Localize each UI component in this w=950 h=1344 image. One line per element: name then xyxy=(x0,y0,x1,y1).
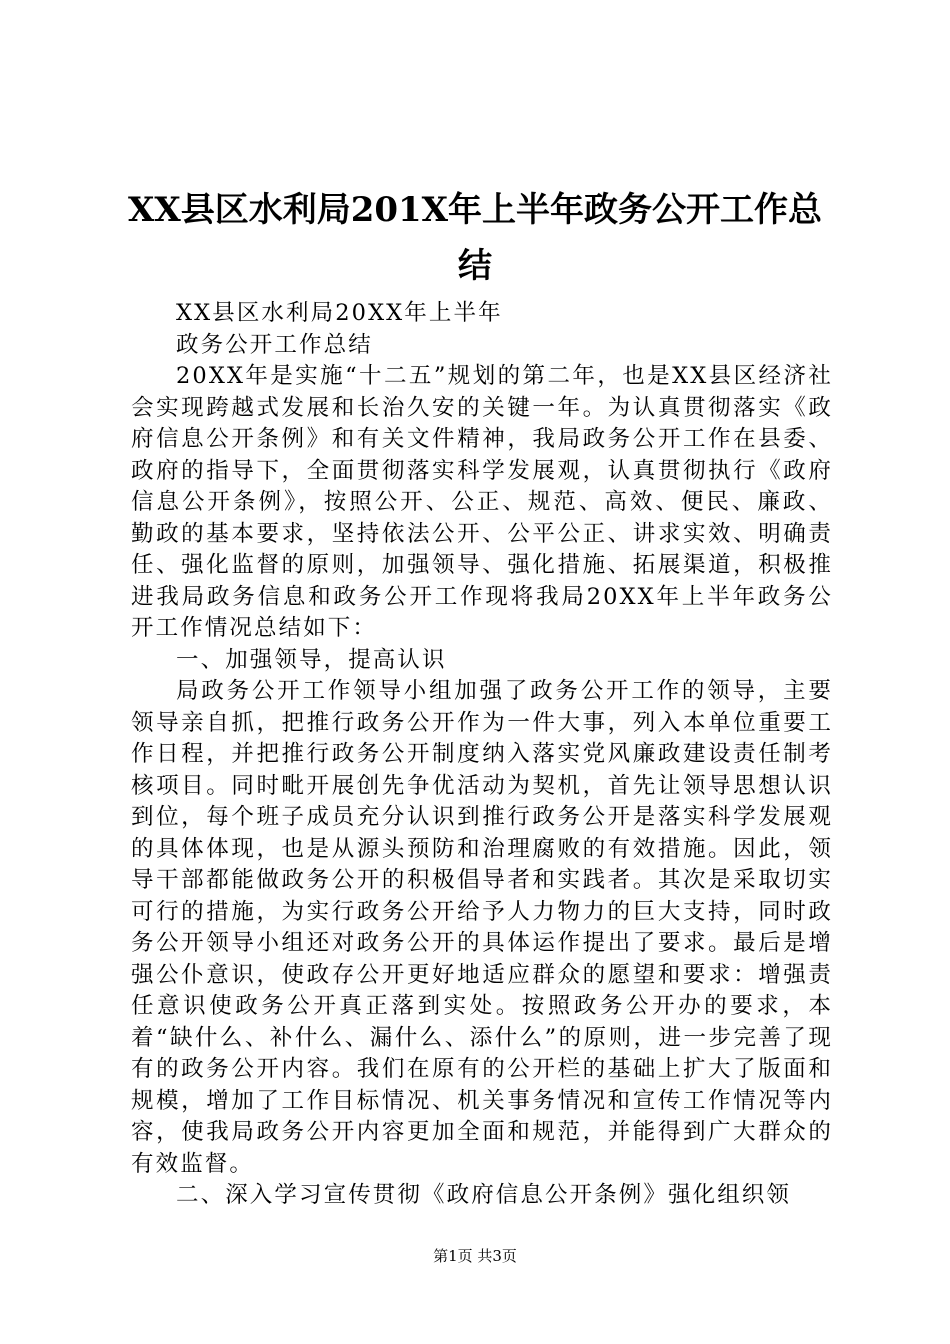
document-title: XX县区水利局201X年上半年政务公开工作总结 xyxy=(127,190,823,286)
paragraph-intro: 20XX年是实施“十二五”规划的第二年，也是XX县区经济社会实现跨越式发展和长治久安的关键一年。为认真贯彻落实《政府信息公开条例》和有关文件精神，我局政务公开工作在县委、政府的指导下，全面贯彻落实科学发展观，认真贯彻执行《政府信息公开条例》，按照公开、公正、规范、高效、便民、廉政、勤政的基本要求，坚持依法公开、公平公正、讲求实效、明确责任、强化监督的原则，加强领导、强化措施、拓展渠道，积极推进我局政务信息和政务公开工作现将我局20XX年上半年政务公开工作情况总结如下： xyxy=(131,363,833,641)
document-body xyxy=(131,298,833,1212)
section-heading-1: 一、加强领导，提高认识 xyxy=(176,646,447,673)
subtitle-line-2: 政务公开工作总结 xyxy=(176,331,373,358)
page-number-footer: 第1页 共3页 xyxy=(433,1247,517,1265)
section-heading-2: 二、深入学习宣传贯彻《政府信息公开条例》强化组织领 xyxy=(176,1182,792,1208)
paragraph-section-1: 局政务公开工作领导小组加强了政务公开工作的领导，主要领导亲自抓，把推行政务公开作为一件大事，列入本单位重要工作日程，并把推行政务公开制度纳入落实党风廉政建设责任制考核项目。同时毗开展创先争优活动为契机，首先让领导思想认识到位，每个班子成员充分认识到推行政务公开是落实科学发展观的具体体现，也是从源头预防和治理腐败的有效措施。因此，领导干部都能做政务公开的积极倡导者和实践者。其次是采取切实可行的措施，为实行政务公开给予人力物力的巨大支持，同时政务公开领导小组还对政务公开的具体运作提出了要求。最后是增强公仆意识，使政存公开更好地适应群众的愿望和要求：增强责任意识使政务公开真正落到实处。按照政务公开办的要求，本着“缺什么、补什么、漏什么、添什么”的原则，进一步完善了现有的政务公开内容。我们在原有的公开栏的基础上扩大了版面和规模，增加了工作目标情况、机关事务情况和宣传工作情况等内容，使我局政务公开内容更加全面和规范，并能得到广大群众的有效监督。 xyxy=(131,678,833,1177)
subtitle-line-1: XX县区水利局20XX年上半年 xyxy=(176,300,503,326)
